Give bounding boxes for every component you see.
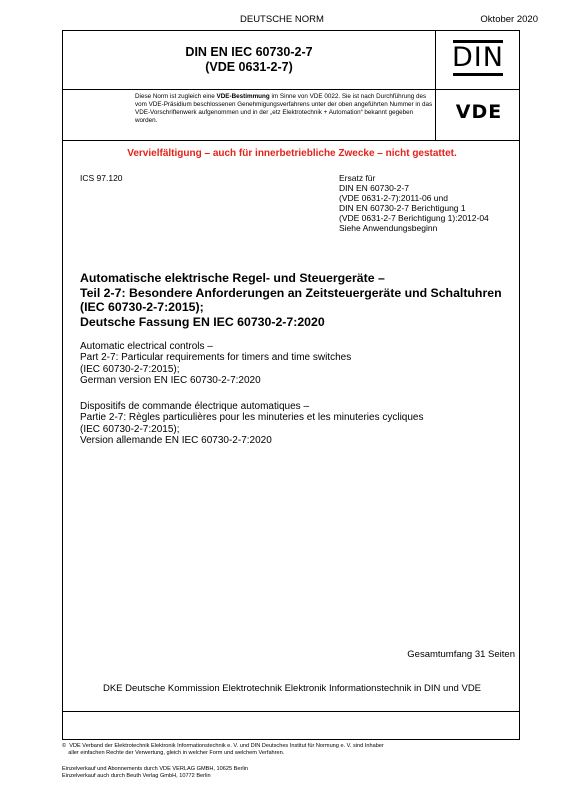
french-title-line: (IEC 60730-2-7:2015); bbox=[80, 423, 180, 435]
sales-line: Einzelverkauf auch durch Beuth Verlag GmbH, 10772 Berlin bbox=[62, 773, 211, 779]
copyright-line: aller einfachen Rechte der Verwertung, gleich in welcher Form und welchem Verfahren. bbox=[62, 750, 285, 756]
replaces-line: DIN EN 60730-2-7 bbox=[339, 183, 409, 193]
replaces-block bbox=[339, 173, 489, 233]
english-title bbox=[80, 341, 520, 387]
copy-warning: Vervielfältigung – auch für innerbetriebliche Zwecke – nicht gestattet. bbox=[127, 148, 457, 159]
french-title-line: Version allemande EN IEC 60730-2-7:2020 bbox=[80, 435, 272, 447]
vde-note-text: im Sinne von VDE 0022. Sie ist nach Durchführung des vom VDE-Präsidium beschlossenen Genehmigungsverfahrens unter der oben angeführten Nummer in das VDE-Vorschriftenwerk aufgenommen und in der „etz Elektrotechnik + Automation“ bekannt gegeben worden. bbox=[135, 93, 433, 125]
german-title-line: Automatische elektrische Regel- und Steuergeräte – bbox=[80, 271, 385, 285]
sales-line: Einzelverkauf und Abonnements durch VDE VERLAG GMBH, 10625 Berlin bbox=[62, 766, 248, 772]
replaces-line: Siehe Anwendungsbeginn bbox=[339, 223, 438, 233]
french-title-line: Partie 2-7: Règles particulières pour les minuteries et les minuteries cycliques bbox=[80, 412, 424, 424]
german-title-line: Teil 2-7: Besondere Anforderungen an Zeitsteuergeräte und Schaltuhren bbox=[80, 285, 502, 300]
english-title-line: (IEC 60730-2-7:2015); bbox=[80, 363, 180, 375]
german-title bbox=[80, 271, 520, 329]
norm-label: DEUTSCHE NORM bbox=[240, 14, 324, 25]
divider bbox=[63, 89, 519, 90]
document-number-line1: DIN EN IEC 60730-2-7 bbox=[185, 45, 313, 59]
vde-logo: VDE bbox=[455, 101, 503, 123]
total-pages: Gesamtumfang 31 Seiten bbox=[407, 649, 515, 660]
english-title-line: Automatic electrical controls – bbox=[80, 341, 213, 352]
french-title-line: Dispositifs de commande électrique automatiques – bbox=[80, 401, 310, 412]
divider bbox=[63, 711, 519, 712]
vde-note-text: Diese Norm ist zugleich eine bbox=[135, 93, 217, 100]
english-title-line: German version EN IEC 60730-2-7:2020 bbox=[80, 375, 261, 387]
dke-line: DKE Deutsche Kommission Elektrotechnik Elektronik Informationstechnik in DIN und VDE bbox=[102, 683, 482, 694]
sales-notice bbox=[62, 766, 248, 780]
divider bbox=[63, 140, 519, 141]
divider bbox=[435, 31, 436, 140]
document-number bbox=[63, 31, 435, 89]
vde-note-bold: VDE-Bestimmung bbox=[216, 93, 270, 100]
replaces-line: DIN EN 60730-2-7 Berichtigung 1 bbox=[339, 203, 466, 213]
replaces-line: Ersatz für bbox=[339, 173, 376, 183]
ics-code: ICS 97.120 bbox=[80, 173, 123, 183]
german-title-line: (IEC 60730-2-7:2015); bbox=[80, 300, 204, 314]
copyright-notice bbox=[62, 743, 384, 757]
document-number-line2: (VDE 0631-2-7) bbox=[205, 60, 293, 74]
publication-date: Oktober 2020 bbox=[480, 14, 538, 25]
din-logo bbox=[450, 40, 506, 80]
vde-note bbox=[135, 93, 433, 125]
din-logo-text: DIN bbox=[452, 42, 504, 73]
french-title bbox=[80, 401, 520, 447]
replaces-line: (VDE 0631-2-7):2011-06 und bbox=[339, 193, 448, 203]
document-frame bbox=[62, 30, 520, 740]
german-title-line: Deutsche Fassung EN IEC 60730-2-7:2020 bbox=[80, 314, 325, 329]
copyright-line: © VDE Verband der Elektrotechnik Elektronik Informationstechnik e. V. und DIN Deutsches Institut für Normung e. V. sind Inhaber bbox=[62, 743, 384, 749]
english-title-line: Part 2-7: Particular requirements for timers and time switches bbox=[80, 352, 352, 364]
replaces-line: (VDE 0631-2-7 Berichtigung 1):2012-04 bbox=[339, 213, 489, 223]
